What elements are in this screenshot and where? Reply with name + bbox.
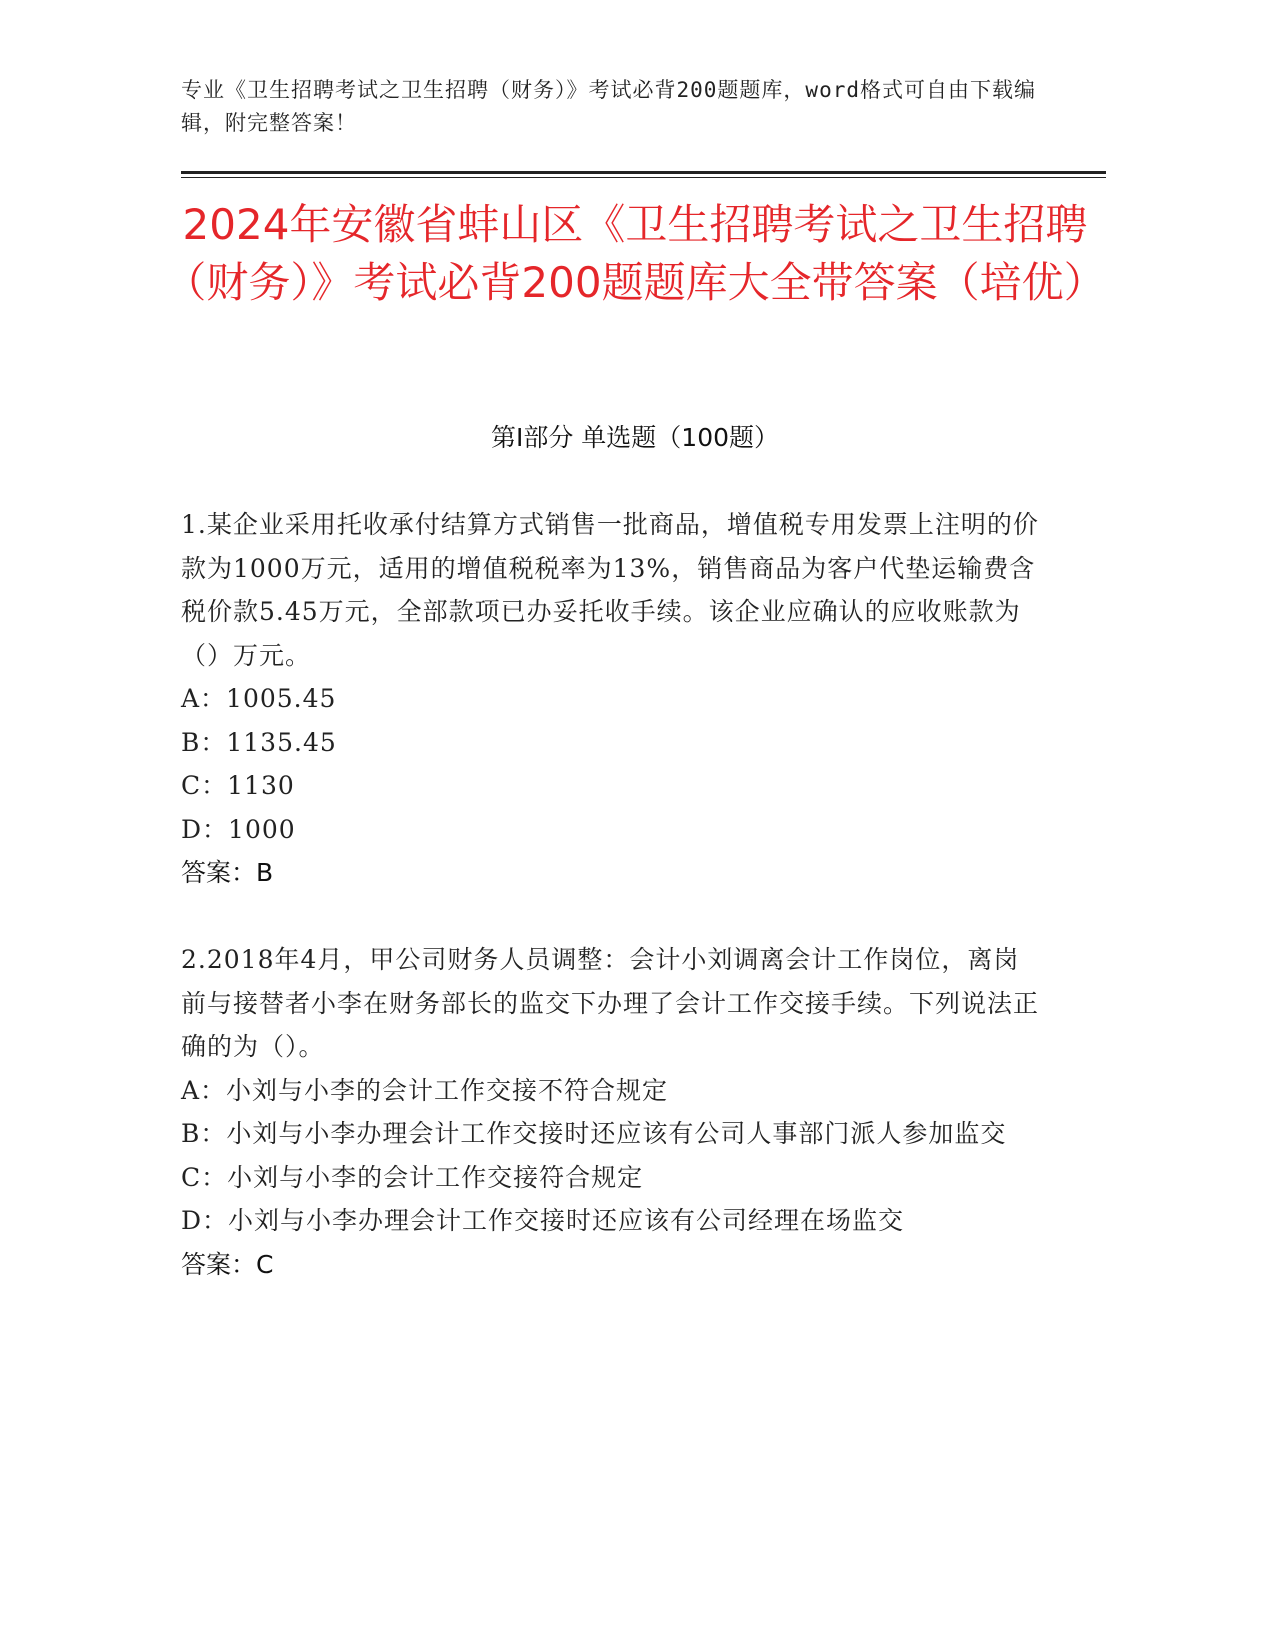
answer: 答案：B — [181, 858, 274, 887]
question-2 — [181, 938, 1041, 1286]
intro-text: 专业《卫生招聘考试之卫生招聘（财务）》考试必背200题题库，word格式可自由下载编辑，附完整答案！ — [181, 78, 1036, 135]
option-c: C：小刘与小李的会计工作交接符合规定 — [181, 1162, 644, 1192]
option-d: D：小刘与小李办理会计工作交接时还应该有公司经理在场监交 — [181, 1206, 905, 1235]
header-divider-thin — [181, 177, 1106, 178]
question-stem: 2.2018年4月，甲公司财务人员调整：会计小刘调离会计工作岗位，离岗前与接替者小李在财务部长的监交下办理了会计工作交接手续。下列说法正确的为（）。 — [181, 945, 1040, 1061]
document-title: 2024年安徽省蚌山区《卫生招聘考试之卫生招聘（财务）》考试必背200题题库大全带答案（培优） — [164, 200, 1106, 307]
option-a: A：1005.45 — [181, 684, 337, 713]
option-d: D：1000 — [181, 814, 296, 844]
option-c: C：1130 — [181, 771, 295, 800]
question-stem: 1.某企业采用托收承付结算方式销售一批商品，增值税专用发票上注明的价款为1000万元，适用的增值税税率为13%，销售商品为客户代垫运输费含税价款5.45万元，全部款项已办妥托收手续。该企业应确认的应收账款为（）万元。 — [181, 510, 1039, 670]
option-b: B：1135.45 — [181, 727, 337, 757]
answer: 答案：C — [181, 1249, 274, 1279]
header-divider-thick — [181, 171, 1106, 174]
question-1 — [181, 503, 1041, 895]
section-heading: 第I部分 单选题（100题） — [490, 423, 780, 452]
option-a: A：小刘与小李的会计工作交接不符合规定 — [181, 1075, 669, 1105]
option-b: B：小刘与小李办理会计工作交接时还应该有公司人事部门派人参加监交 — [181, 1119, 1007, 1148]
